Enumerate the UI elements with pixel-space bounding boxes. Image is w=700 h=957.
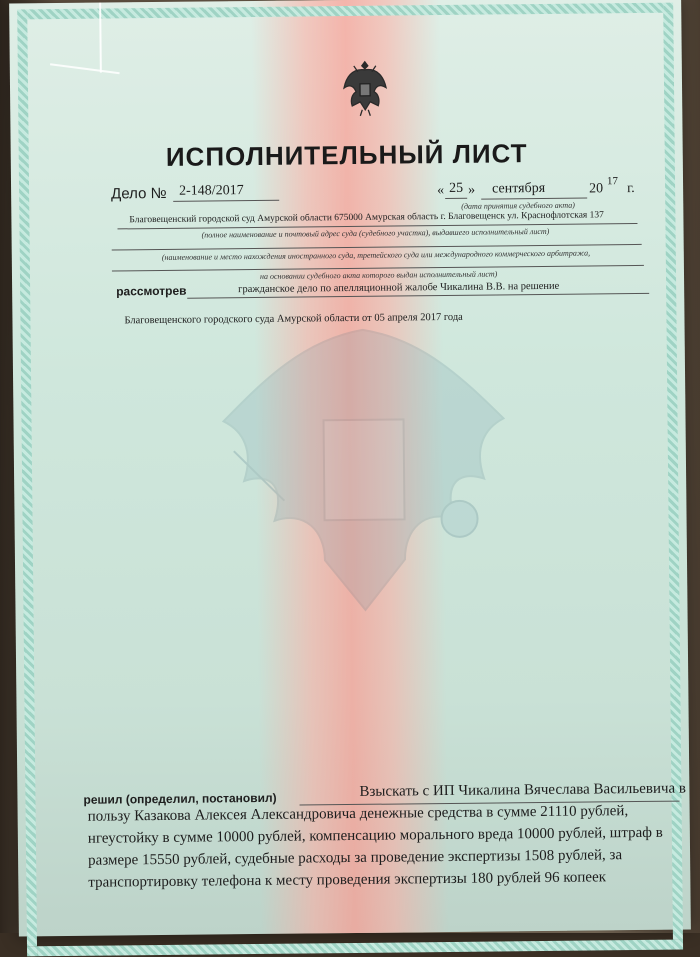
considered-text-2: Благовещенского городского суда Амурской области от 05 апреля 2017 года [124, 311, 463, 327]
coat-of-arms-watermark [202, 318, 525, 621]
considered-label: рассмотрев [116, 283, 187, 299]
case-number: 2-148/2017 [179, 183, 244, 199]
decision-line-2: пользу Казакова Алексея Александровича денежные средства в сумме 21110 рублей, [87, 803, 629, 825]
date-year-prefix: 20 [589, 181, 604, 197]
basis-caption: на основании судебного акта которого выдан исполнительный лист) [259, 269, 498, 281]
writ-of-execution-sheet [9, 0, 691, 936]
court-caption: (полное наименование и почтовый адрес суда (судебного участка), выдавшего исполнительный лист) [201, 226, 550, 240]
decision-line-4: размере 15550 рублей, судебные расходы за проведение экспертизы 1508 рублей, за [88, 847, 623, 869]
coat-of-arms-icon [340, 58, 391, 121]
decision-line-1: Взыскать с ИП Чикалина Вячеслава Васильевича в [359, 780, 687, 800]
date-day: 25 [449, 180, 464, 196]
date-caption: (дата принятия судебного акта) [461, 200, 575, 211]
court-name-address: Благовещенский городской суд Амурской области 675000 Амурская область г. Благовещенск ул. Краснофлотская 137 [129, 210, 604, 226]
date-year-suffix: 17 [606, 175, 619, 188]
foreign-court-caption: (наименование и место нахождения иностранного суда, третейского суда или международного коммерческого арбитража, [161, 248, 591, 262]
date-year-unit: г. [627, 181, 635, 197]
decision-line-5: транспортировку телефона к месту проведения экспертизы 180 рублей 96 копеек [88, 869, 607, 891]
decision-line-3: нгеустойку в сумме 10000 рублей, компенсацию морального вреда 10000 рублей, штраф в [87, 824, 663, 847]
decided-label: решил (определил, постановил) [83, 790, 277, 807]
date-month: сентября [492, 180, 546, 197]
date-close-quote: » [468, 182, 476, 198]
case-label: Дело № [111, 184, 167, 203]
considered-text: гражданское дело по апелляционной жалобе Чикалина В.В. на решение [238, 280, 560, 296]
document-title: ИСПОЛНИТЕЛЬНЫЙ ЛИСТ [165, 138, 528, 172]
date-open-quote: « [437, 182, 445, 199]
